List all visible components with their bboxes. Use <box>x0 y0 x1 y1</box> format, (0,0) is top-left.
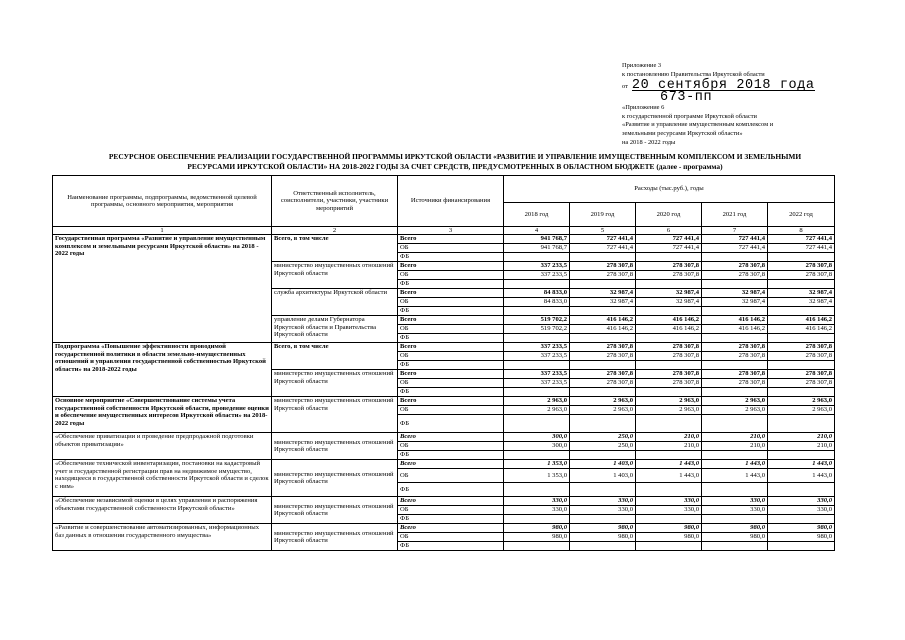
source-ob: ОБ <box>398 352 504 361</box>
col-num: 1 <box>53 227 272 235</box>
value-cell: 1 443,0 <box>702 460 768 469</box>
source-ob: ОБ <box>398 506 504 515</box>
value-cell: 278 307,8 <box>702 379 768 388</box>
value-cell: 2 963,0 <box>768 406 835 415</box>
resolution-date: 20 сентября 2018 года <box>631 77 815 93</box>
executor-architecture: служба архитектуры Иркутской области <box>272 289 398 316</box>
value-cell: 980,0 <box>636 524 702 533</box>
value-cell: 2 963,0 <box>504 406 570 415</box>
value-cell: 980,0 <box>504 524 570 533</box>
value-cell: 980,0 <box>768 524 835 533</box>
col-num: 6 <box>636 227 702 235</box>
value-cell: 2 963,0 <box>636 406 702 415</box>
header-year: 2022 год <box>768 203 835 227</box>
header-expenses: Расходы (тыс.руб.), годы <box>504 176 835 203</box>
value-cell: 278 307,8 <box>768 262 835 271</box>
source-fb: ФБ <box>398 361 504 370</box>
value-cell: 416 146,2 <box>570 316 636 325</box>
col-num: 7 <box>702 227 768 235</box>
value-cell: 32 987,4 <box>570 289 636 298</box>
value-cell: 278 307,8 <box>702 352 768 361</box>
program-name: Государственная программа «Развитие и управление имущественным комплексом и земельными ресурсами Иркутской области» на 2018 - 2022 годы <box>53 235 272 343</box>
value-cell: 278 307,8 <box>636 271 702 280</box>
value-cell: 84 833,0 <box>504 298 570 307</box>
value-cell: 727 441,4 <box>768 244 835 253</box>
value-cell: 416 146,2 <box>702 316 768 325</box>
source-fb: ФБ <box>398 542 504 551</box>
value-cell: 278 307,8 <box>636 370 702 379</box>
value-cell: 32 987,4 <box>768 289 835 298</box>
source-total: Всего <box>398 524 504 533</box>
executor-ministry: министерство имущественных отношений Иркутской области <box>272 524 398 551</box>
value-cell: 278 307,8 <box>636 379 702 388</box>
executor-governor: управление делами Губернатора Иркутской области и Правительства Иркутской области <box>272 316 398 343</box>
value-cell: 1 443,0 <box>702 469 768 483</box>
source-fb: ФБ <box>398 483 504 497</box>
value-cell: 330,0 <box>636 506 702 515</box>
header-year: 2021 год <box>702 203 768 227</box>
source-ob: ОБ <box>398 298 504 307</box>
resolution-number: 673-пп <box>660 90 713 106</box>
source-fb: ФБ <box>398 451 504 460</box>
value-cell: 278 307,8 <box>702 370 768 379</box>
value-cell: 727 441,4 <box>636 235 702 244</box>
source-fb: ФБ <box>398 415 504 433</box>
value-cell: 330,0 <box>504 497 570 506</box>
value-cell: 980,0 <box>570 524 636 533</box>
value-cell: 2 963,0 <box>570 406 636 415</box>
value-cell: 278 307,8 <box>570 352 636 361</box>
value-cell: 84 833,0 <box>504 289 570 298</box>
source-ob: ОБ <box>398 271 504 280</box>
value-cell: 278 307,8 <box>768 271 835 280</box>
value-cell: 416 146,2 <box>636 325 702 334</box>
value-cell: 727 441,4 <box>702 244 768 253</box>
col-num: 2 <box>272 227 398 235</box>
value-cell: 337 233,5 <box>504 271 570 280</box>
source-total: Всего <box>398 343 504 352</box>
value-cell: 416 146,2 <box>768 325 835 334</box>
value-cell: 278 307,8 <box>768 370 835 379</box>
value-cell: 1 403,0 <box>570 460 636 469</box>
appendix-line: на 2018 - 2022 годы <box>622 138 676 146</box>
source-total: Всего <box>398 316 504 325</box>
value-cell: 337 233,5 <box>504 379 570 388</box>
resources-table <box>52 175 835 551</box>
source-total: Всего <box>398 235 504 244</box>
value-cell: 210,0 <box>768 433 835 442</box>
header-year: 2018 год <box>504 203 570 227</box>
value-cell: 727 441,4 <box>768 235 835 244</box>
appendix-line: к постановлению Правительства Иркутской области <box>622 70 765 78</box>
value-cell: 727 441,4 <box>702 235 768 244</box>
value-cell: 1 443,0 <box>768 460 835 469</box>
executor-ministry: министерство имущественных отношений Иркутской области <box>272 370 398 397</box>
appendix-line: к государственной программе Иркутской области <box>622 112 757 120</box>
source-total: Всего <box>398 370 504 379</box>
value-cell: 32 987,4 <box>768 298 835 307</box>
executor-ministry: министерство имущественных отношений Иркутской области <box>272 460 398 497</box>
title-line: РЕСУРСАМИ ИРКУТСКОЙ ОБЛАСТИ» НА 2018-2022 ГОДЫ ЗА СЧЕТ СРЕДСТВ, ПРЕДУСМОТРЕННЫХ В ОБЛАСТНОМ БЮДЖЕТЕ (далее - программа) <box>187 161 723 171</box>
source-fb: ФБ <box>398 253 504 262</box>
value-cell: 32 987,4 <box>636 289 702 298</box>
executor-total-incl: Всего, в том числе <box>272 235 398 262</box>
appendix-line: Приложение 3 <box>622 62 662 69</box>
header-name: Наименование программы, подпрограммы, ведомственной целевой программы, основного мероприятия, мероприятия <box>53 176 272 227</box>
executor-ministry: министерство имущественных отношений Иркутской области <box>272 397 398 433</box>
value-cell: 1 443,0 <box>636 469 702 483</box>
value-cell: 727 441,4 <box>570 235 636 244</box>
appendix-from: от <box>622 82 628 90</box>
value-cell: 210,0 <box>702 433 768 442</box>
source-total: Всего <box>398 433 504 442</box>
value-cell: 2 963,0 <box>504 397 570 406</box>
value-cell: 330,0 <box>504 506 570 515</box>
value-cell: 337 233,5 <box>504 352 570 361</box>
executor-ministry: министерство имущественных отношений Иркутской области <box>272 497 398 524</box>
appendix-line: земельными ресурсами Иркутской области» <box>622 129 743 137</box>
source-fb: ФБ <box>398 280 504 289</box>
value-cell: 1 353,0 <box>504 469 570 483</box>
value-cell: 330,0 <box>702 497 768 506</box>
value-cell: 278 307,8 <box>768 343 835 352</box>
value-cell: 337 233,5 <box>504 262 570 271</box>
value-cell: 330,0 <box>570 497 636 506</box>
value-cell: 980,0 <box>570 533 636 542</box>
value-cell: 32 987,4 <box>570 298 636 307</box>
header-executor: Ответственный исполнитель, соисполнители, участники, участники мероприятий <box>272 176 398 227</box>
value-cell: 300,0 <box>504 433 570 442</box>
appendix-line: «Приложение 6 <box>622 104 665 112</box>
header-year: 2019 год <box>570 203 636 227</box>
value-cell: 1 443,0 <box>768 469 835 483</box>
executor-total-incl: Всего, в том числе <box>272 343 398 370</box>
value-cell: 330,0 <box>768 497 835 506</box>
value-cell: 941 768,7 <box>504 244 570 253</box>
value-cell: 300,0 <box>504 442 570 451</box>
value-cell: 330,0 <box>768 506 835 515</box>
source-total: Всего <box>398 397 504 406</box>
value-cell: 980,0 <box>636 533 702 542</box>
value-cell: 278 307,8 <box>636 352 702 361</box>
source-fb: ФБ <box>398 515 504 524</box>
value-cell: 416 146,2 <box>702 325 768 334</box>
source-ob: ОБ <box>398 406 504 415</box>
value-cell: 416 146,2 <box>768 316 835 325</box>
value-cell: 32 987,4 <box>636 298 702 307</box>
value-cell: 330,0 <box>636 497 702 506</box>
value-cell: 250,0 <box>570 433 636 442</box>
value-cell: 2 963,0 <box>702 397 768 406</box>
value-cell: 278 307,8 <box>702 343 768 352</box>
value-cell: 210,0 <box>768 442 835 451</box>
value-cell: 278 307,8 <box>570 379 636 388</box>
value-cell: 337 233,5 <box>504 343 570 352</box>
value-cell: 727 441,4 <box>570 244 636 253</box>
value-cell: 278 307,8 <box>570 262 636 271</box>
source-total: Всего <box>398 497 504 506</box>
value-cell: 519 702,2 <box>504 316 570 325</box>
source-total: Всего <box>398 460 504 469</box>
value-cell: 278 307,8 <box>768 379 835 388</box>
value-cell: 278 307,8 <box>636 262 702 271</box>
source-fb: ФБ <box>398 307 504 316</box>
source-fb: ФБ <box>398 334 504 343</box>
title-line: РЕСУРСНОЕ ОБЕСПЕЧЕНИЕ РЕАЛИЗАЦИИ ГОСУДАРСТВЕННОЙ ПРОГРАММЫ ИРКУТСКОЙ ОБЛАСТИ «РАЗВИТИЕ И УПРАВЛЕНИЕ ИМУЩЕСТВЕННЫМ КОМПЛЕКСОМ И ЗЕМЕЛЬНЫМИ <box>108 152 802 161</box>
value-cell: 278 307,8 <box>570 370 636 379</box>
value-cell: 330,0 <box>702 506 768 515</box>
value-cell: 278 307,8 <box>702 262 768 271</box>
event-databases: «Развитие и совершенствование автоматизированных, информационных баз данных в отношении государственного имущества» <box>53 524 272 551</box>
value-cell: 416 146,2 <box>570 325 636 334</box>
event-valuation: «Обеспечение независимой оценки в целях управления и распоряжения объектами государственной собственности Иркутской области» <box>53 497 272 524</box>
col-num: 8 <box>768 227 835 235</box>
value-cell: 278 307,8 <box>636 343 702 352</box>
source-ob: ОБ <box>398 379 504 388</box>
main-event-name: Основное мероприятие «Совершенствование системы учета государственной собственности Иркутской области, проведение оценки и обеспечение имущественных интересов Иркутской области» на 2018-2022 годы <box>53 397 272 433</box>
value-cell: 278 307,8 <box>570 271 636 280</box>
value-cell: 980,0 <box>702 533 768 542</box>
value-cell: 1 353,0 <box>504 460 570 469</box>
value-cell: 980,0 <box>768 533 835 542</box>
value-cell: 1 403,0 <box>570 469 636 483</box>
appendix-block <box>622 62 892 147</box>
subprogram-name: Подпрограмма «Повышение эффективности проводимой государственной политики в области земельно-имущественных отношений и управления государственной собственностью Иркутской области» на 2018-2022 годы <box>53 343 272 397</box>
appendix-line: «Развитие и управление имущественным комплексом и <box>622 121 774 129</box>
value-cell: 210,0 <box>702 442 768 451</box>
event-inventory: «Обеспечение технической инвентаризации, постановки на кадастровый учет и государственной регистрации прав на недвижимое имущество, находящееся в государственной собственности Иркутской области и сделок с ним» <box>53 460 272 497</box>
source-total: Всего <box>398 262 504 271</box>
value-cell: 980,0 <box>504 533 570 542</box>
value-cell: 1 443,0 <box>636 460 702 469</box>
value-cell: 727 441,4 <box>636 244 702 253</box>
source-total: Всего <box>398 289 504 298</box>
col-num: 3 <box>398 227 504 235</box>
page-title <box>40 152 870 171</box>
col-num: 5 <box>570 227 636 235</box>
value-cell: 278 307,8 <box>702 271 768 280</box>
value-cell: 2 963,0 <box>636 397 702 406</box>
value-cell: 519 702,2 <box>504 325 570 334</box>
value-cell: 32 987,4 <box>702 298 768 307</box>
source-ob: ОБ <box>398 533 504 542</box>
value-cell: 2 963,0 <box>702 406 768 415</box>
value-cell: 2 963,0 <box>768 397 835 406</box>
value-cell: 337 233,5 <box>504 370 570 379</box>
value-cell: 416 146,2 <box>636 316 702 325</box>
executor-ministry: министерство имущественных отношений Иркутской области <box>272 433 398 460</box>
event-privatization: «Обеспечение приватизации и проведение предпродажной подготовки объектов приватизации» <box>53 433 272 460</box>
source-fb: ФБ <box>398 388 504 397</box>
source-ob: ОБ <box>398 244 504 253</box>
source-ob: ОБ <box>398 325 504 334</box>
value-cell: 32 987,4 <box>702 289 768 298</box>
executor-ministry: министерство имущественных отношений Иркутской области <box>272 262 398 289</box>
value-cell: 278 307,8 <box>768 352 835 361</box>
value-cell: 2 963,0 <box>570 397 636 406</box>
value-cell: 250,0 <box>570 442 636 451</box>
header-source: Источники финансирования <box>398 176 504 227</box>
col-num: 4 <box>504 227 570 235</box>
value-cell: 941 768,7 <box>504 235 570 244</box>
source-ob: ОБ <box>398 442 504 451</box>
value-cell: 330,0 <box>570 506 636 515</box>
header-year: 2020 год <box>636 203 702 227</box>
source-ob: ОБ <box>398 469 504 483</box>
value-cell: 278 307,8 <box>570 343 636 352</box>
value-cell: 980,0 <box>702 524 768 533</box>
value-cell: 210,0 <box>636 433 702 442</box>
value-cell: 210,0 <box>636 442 702 451</box>
